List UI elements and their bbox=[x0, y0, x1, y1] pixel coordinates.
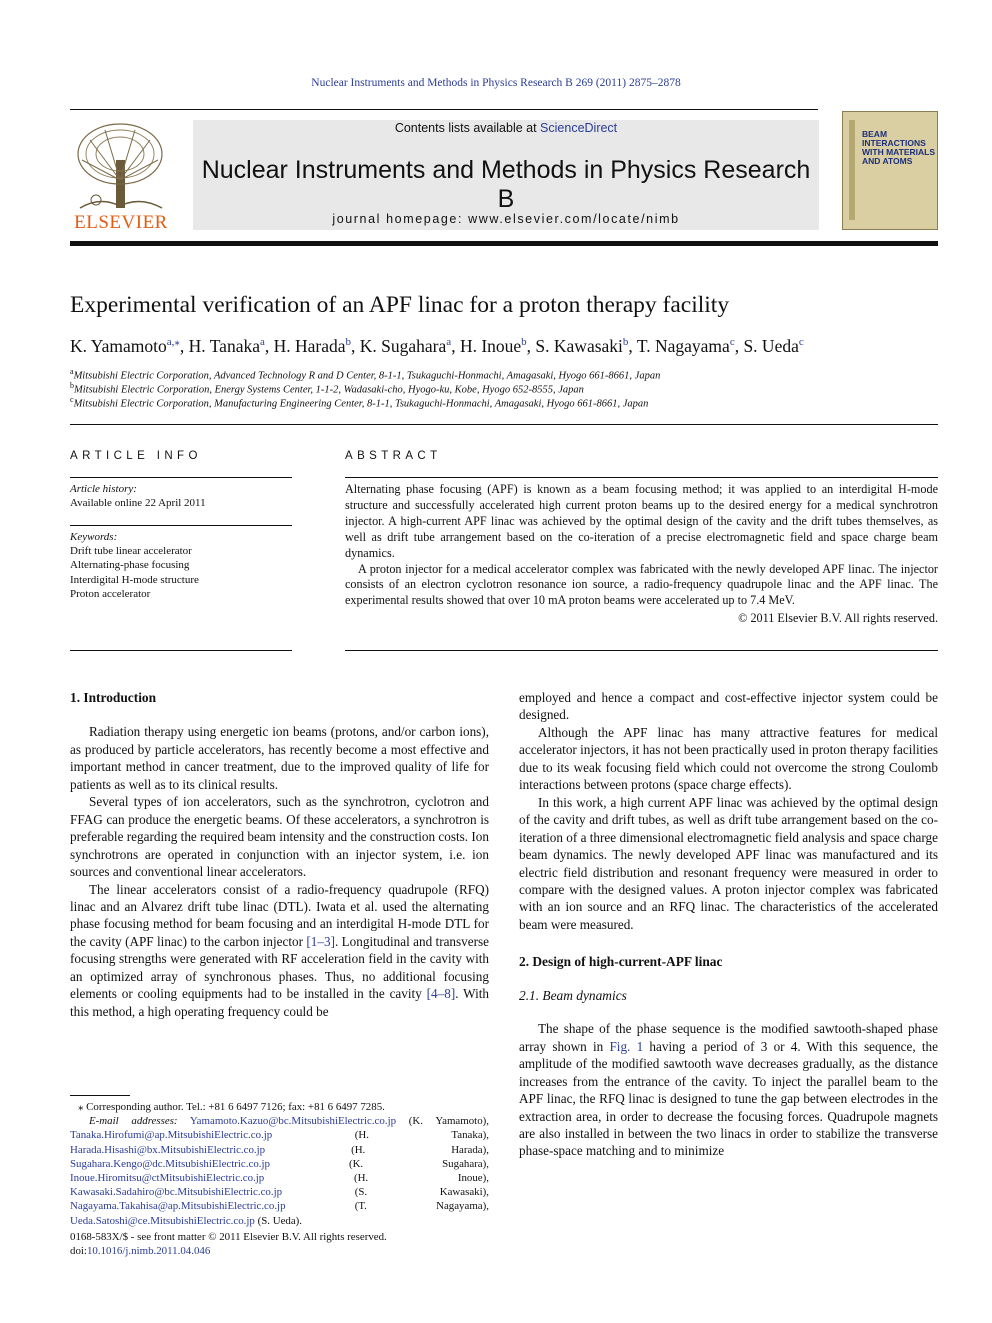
footnote-rule bbox=[70, 1095, 130, 1096]
keyword: Alternating-phase focusing bbox=[70, 559, 190, 572]
email-link[interactable]: Inoue.Hiromitsu@ctMitsubishiElectric.co.jp bbox=[70, 1172, 265, 1185]
author-sup[interactable]: b bbox=[622, 336, 629, 348]
history-rule bbox=[70, 525, 292, 526]
elsevier-tree-logo bbox=[70, 120, 172, 212]
cover-title: BEAM INTERACTIONS WITH MATERIALS AND ATOMS bbox=[862, 129, 936, 166]
author-sup[interactable]: c bbox=[729, 336, 735, 348]
masthead-thick-rule bbox=[70, 241, 938, 246]
cover-stripe bbox=[849, 120, 855, 220]
email-link[interactable]: Yamamoto.Kazuo@bc.MitsubishiElectric.co.jp bbox=[189, 1115, 397, 1128]
text-run: . Longitudinal and transverse focusing strengths were generated with RF acceleration field in the cavity with an optimized array of synchronous phases. Thus, no additional focusing elements or cooling equipments had to be installed in the cavity bbox=[70, 933, 489, 1002]
affiliation-rule bbox=[70, 424, 938, 425]
abstract-heading: ABSTRACT bbox=[345, 450, 442, 462]
affiliation-text: Mitsubishi Electric Corporation, Energy Systems Center, 1-1-2, Wadasaki-cho, Hyogo-ku, Kobe, Hyogo 652-8555, Japan bbox=[74, 384, 584, 396]
text-run: having a period of 3 or 4. With this sequence, the amplitude of the modified sawtooth wave decreases gradually, as the distance increases from the entrance of the cavity. To inject the parallel beam to the APF linac, the RFQ linac is designed to tune the gap between electrodes in the extraction area, in order to decrease the focusing forces. Quadrupole magnets are also installed in between the two linacs in order to stabilize the transverse phase-space matching and to minimize bbox=[519, 1038, 938, 1159]
journal-homepage[interactable]: journal homepage: www.elsevier.com/locate/nimb bbox=[332, 212, 680, 226]
email-link[interactable]: Sugahara.Kengo@dc.MitsubishiElectric.co.jp bbox=[70, 1157, 270, 1170]
affiliation-sup: a bbox=[70, 367, 74, 376]
author: H. Harada bbox=[273, 335, 346, 356]
email-owner: (H. Tanaka), bbox=[354, 1129, 489, 1142]
email-owner: (K. Sugahara), bbox=[348, 1157, 489, 1170]
abstract-paragraph: A proton injector for a medical accelerator complex was fabricated with the newly developed APF linac. The injector consists of an electron cyclotron resonance ion source, a radio-frequency quadrupole linac and the APF linac. The experimental results showed that over 10 mA proton beams were accelerated up to 7.4 MeV. bbox=[345, 561, 938, 608]
email-owner: (S. Ueda). bbox=[257, 1214, 303, 1227]
abstract-paragraph: Alternating phase focusing (APF) is known as a beam focusing method; it was applied to an interdigital H-mode structure and successfully accelerated high current proton beams up to the desired energy for a medical synchrotron injector. A high-current APF linac was achieved by the optimal design of the cavity and the drift tubes themselves, as well as drift tube arrangement based on the co-iteration of a precise electromagnetic field and space charge beam dynamics. bbox=[345, 482, 938, 560]
abstract-bottom-rule bbox=[345, 650, 938, 651]
issn-line: 0168-583X/$ - see front matter © 2011 Elsevier B.V. All rights reserved. bbox=[70, 1231, 387, 1243]
article-info-bottom-rule bbox=[70, 650, 292, 651]
subsection-heading: 2.1. Beam dynamics bbox=[519, 987, 627, 1003]
abstract-rule bbox=[345, 477, 938, 478]
section-heading: 1. Introduction bbox=[70, 690, 157, 705]
body-paragraph bbox=[519, 1020, 938, 1160]
author-sup[interactable]: b bbox=[521, 336, 527, 348]
article-history bbox=[70, 482, 206, 510]
email-link[interactable]: Tanaka.Hirofumi@ap.MitsubishiElectric.co.jp bbox=[70, 1129, 273, 1142]
header-rule bbox=[70, 109, 818, 110]
author: S. Ueda bbox=[743, 335, 799, 356]
author: K. Yamamoto bbox=[70, 335, 167, 356]
body-right-column bbox=[519, 689, 938, 1160]
email-owner: (S. Kawasaki), bbox=[354, 1186, 489, 1199]
keyword: Drift tube linear accelerator bbox=[70, 545, 192, 558]
author-sup[interactable]: c bbox=[798, 336, 804, 348]
email-addresses bbox=[70, 1114, 489, 1228]
author-sup[interactable]: b bbox=[345, 336, 352, 348]
author: S. Kawasaki bbox=[535, 335, 623, 356]
keywords-label: Keywords: bbox=[70, 531, 118, 543]
author-sup[interactable]: a bbox=[446, 336, 452, 348]
author: T. Nagayama bbox=[636, 335, 730, 356]
affiliation-text: Mitsubishi Electric Corporation, Manufacturing Engineering Center, 8-1-1, Tsukaguchi-Honmachi, Amagasaki, Hyogo 661-8661, Japan bbox=[73, 398, 649, 410]
affiliation-sup: c bbox=[70, 395, 74, 404]
keyword: Proton accelerator bbox=[70, 587, 151, 600]
copyright-line: © 2011 Elsevier B.V. All rights reserved. bbox=[738, 611, 938, 626]
affiliation-c bbox=[70, 395, 648, 410]
body-paragraph: Radiation therapy using energetic ion beams (protons, and/or carbon ions), as produced by particle accelerators, has recently become a most effective and important method in cancer treatment, due to the improved quality of life for patients as well as to its clinical results. bbox=[70, 724, 489, 792]
article-info-rule bbox=[70, 477, 292, 478]
abstract-body bbox=[345, 482, 938, 627]
issn-doi bbox=[70, 1230, 489, 1258]
corresponding-author-note: ⁎ Corresponding author. Tel.: +81 6 6497 7126; fax: +81 6 6497 7285. bbox=[78, 1101, 385, 1113]
sciencedirect-link[interactable]: ScienceDirect bbox=[540, 121, 618, 135]
running-title[interactable]: Nuclear Instruments and Methods in Physics Research B 269 (2011) 2875–2878 bbox=[311, 77, 681, 89]
body-left-column bbox=[70, 689, 489, 1020]
keywords-block bbox=[70, 530, 199, 601]
author: H. Inoue bbox=[459, 335, 522, 356]
journal-cover[interactable] bbox=[842, 111, 938, 230]
email-link[interactable]: Nagayama.Takahisa@ap.MitsubishiElectric.co.jp bbox=[70, 1200, 286, 1213]
keyword: Interdigital H-mode structure bbox=[70, 573, 199, 586]
email-owner: (T. Nagayama), bbox=[354, 1200, 489, 1213]
author-sup[interactable]: a,⁎ bbox=[166, 336, 180, 348]
affiliation-b bbox=[70, 381, 584, 396]
article-info-heading: ARTICLE INFO bbox=[70, 450, 202, 462]
email-owner: (H. Harada), bbox=[351, 1143, 489, 1156]
author: K. Sugahara bbox=[359, 335, 447, 356]
article-title: Experimental verification of an APF linac for a proton therapy facility bbox=[70, 292, 730, 318]
email-label: E-mail addresses: bbox=[89, 1115, 178, 1128]
email-owner: (K. Yamamoto), bbox=[408, 1115, 489, 1128]
body-paragraph: Several types of ion accelerators, such as the synchrotron, cyclotron and FFAG can produce the energetic beams. Of these accelerators, a synchrotron is preferable regarding the required beam intensity and the construction costs. Ion synchrotrons are operated in conjunction with an injector system, i.e. ion sources and conventional linear accelerators. bbox=[70, 794, 489, 880]
email-link[interactable]: Kawasaki.Sadahiro@bc.MitsubishiElectric.co.jp bbox=[70, 1186, 283, 1199]
doi-link[interactable]: 10.1016/j.nimb.2011.04.046 bbox=[86, 1245, 211, 1258]
footnotes bbox=[70, 1100, 489, 1228]
contents-line bbox=[193, 121, 819, 135]
reference-link[interactable]: [1–3] bbox=[306, 933, 335, 949]
affiliation-a bbox=[70, 367, 660, 382]
figure-link[interactable]: Fig. 1 bbox=[609, 1038, 644, 1054]
author-list: K. Yamamoto$^{a,⁎}$, H. Tanaka$^a$, H. Harada$^b$, K. Sugahara$^a$, H. Inoue$^b$, S. Kawasaki$^b$, T. Nagayama$^c$, S. Ueda$^c$ bbox=[70, 335, 804, 356]
elsevier-wordmark: ELSEVIER bbox=[74, 212, 168, 233]
body-paragraph bbox=[70, 881, 489, 1021]
section-heading: 2. Design of high-current-APF linac bbox=[519, 954, 723, 970]
contents-prefix: Contents lists available at bbox=[394, 121, 541, 135]
body-paragraph: Although the APF linac has many attractive features for medical accelerator injectors, it has not been practically used in proton therapy facilities due to its weak focusing field which could not overcome the strong Coulomb interactions between protons (space charge effects). bbox=[519, 724, 938, 793]
text-run: The shape of the phase sequence is the modified sawtooth-shaped phase array shown in bbox=[519, 1021, 938, 1054]
email-owner: (H. Inoue), bbox=[353, 1172, 489, 1185]
affiliation-sup: b bbox=[70, 381, 74, 390]
doi-line bbox=[70, 1244, 489, 1258]
email-link[interactable]: Ueda.Satoshi@ce.MitsubishiElectric.co.jp bbox=[70, 1214, 255, 1227]
text-run: The linear accelerators consist of a radio-frequency quadrupole (RFQ) linac and an Alvarez drift tube linac (DTL). Iwata et al. used the alternating phase focusing method for beam focusing and an interdigital H-mode DTL for the cavity (APF linac) to the carbon injector bbox=[70, 881, 489, 949]
email-link[interactable]: Harada.Hisashi@bx.MitsubishiElectric.co.jp bbox=[70, 1143, 266, 1156]
journal-title: Nuclear Instruments and Methods in Physics Research B bbox=[201, 156, 811, 213]
author-sup[interactable]: a bbox=[259, 336, 265, 348]
affiliation-text: Mitsubishi Electric Corporation, Advanced Technology R and D Center, 8-1-1, Tsukaguchi-Honmachi, Amagasaki, Hyogo 661-8661, Japan bbox=[73, 370, 661, 382]
doi-label: doi: bbox=[70, 1245, 87, 1258]
history-value: Available online 22 April 2011 bbox=[70, 497, 206, 510]
body-paragraph: In this work, a high current APF linac was achieved by the optimal design of the cavity and drift tubes, as well as drift tube arrangement based on the co-iteration of a three dimensional electromagnetic field analysis and space charge beam dynamics. The newly developed APF linac was manufactured and its electric field distribution and resonant frequency were measured in order to compare with the designed values. A proton injector complex was fabricated with an ion source and an RFQ linac. The characteristics of the accelerated beam were measured. bbox=[519, 794, 938, 932]
author: H. Tanaka bbox=[188, 335, 260, 356]
history-label: Article history: bbox=[70, 483, 137, 495]
text-run: . With this method, a high operating frequency could be bbox=[70, 986, 489, 1019]
reference-link[interactable]: [4–8] bbox=[426, 986, 456, 1002]
body-paragraph: employed and hence a compact and cost-effective injector system could be designed. bbox=[519, 690, 938, 723]
